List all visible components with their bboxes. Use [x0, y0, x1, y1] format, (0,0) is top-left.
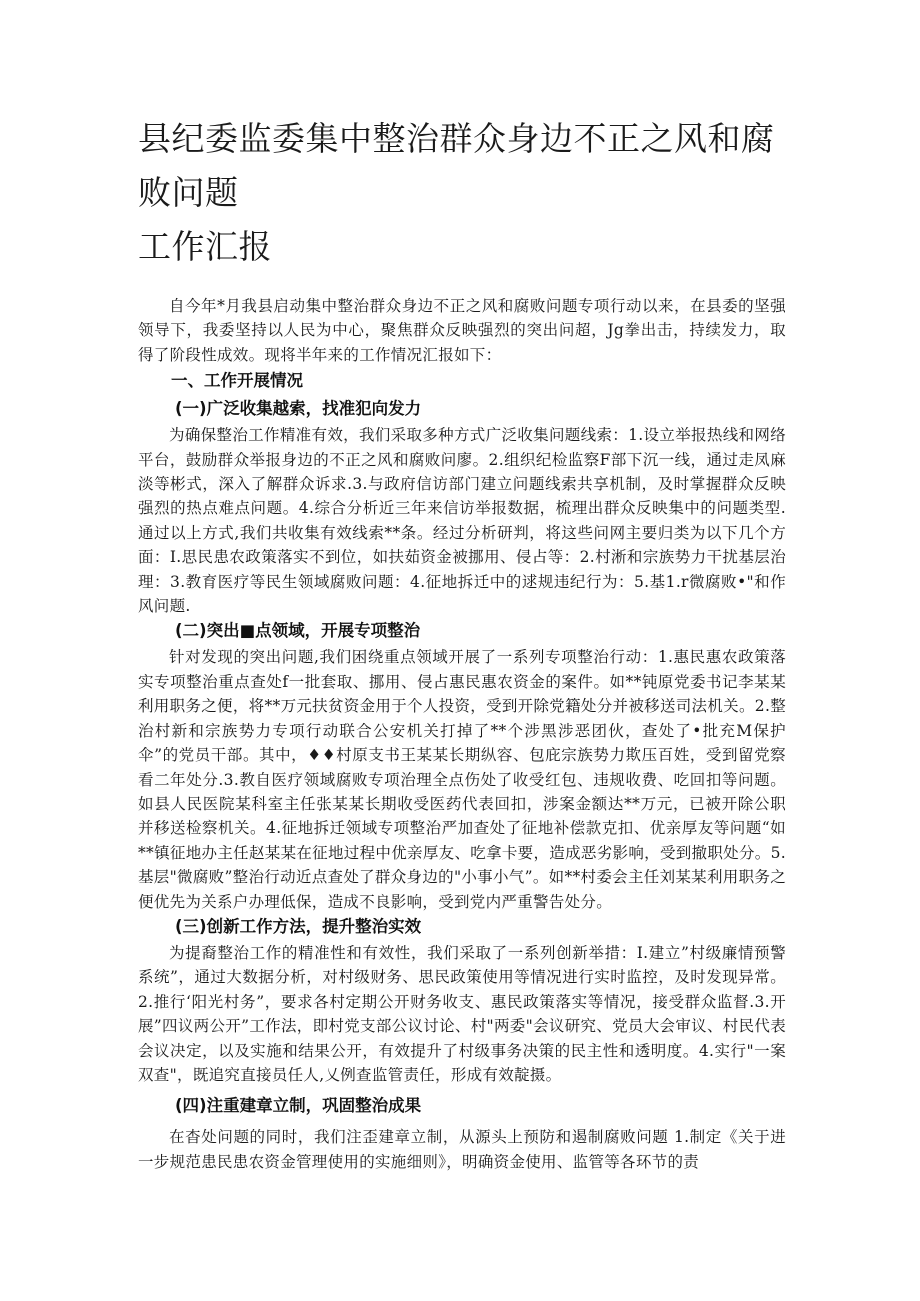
subsection-body-1: 为确保整治工作精准有效，我们采取多种方式广泛收集问题线索：1.设立举报热线和网络平台，鼓励群众举报身边的不正之风和腐败问廖。2.组织纪检监察F部下沉一线，通过走凤麻淡等彬式，深入了解群众诉求.3.与政府信访部门建立问题线索共享机制，及时掌握群众反映强烈的热点难点问题。4.综合分析近三年来信访举报数据，梳理出群众反映集中的问题类型.通过以上方式,我们共收集有效线索**条。经过分析研判，将这些问网主要归类为以下几个方面：I.思民患农政策落实不到位，如扶茹资金被挪用、侵占等：2.村淅和宗族势力干扰基层治理：3.教育医疗等民生领域腐败问题：4.征地拆迁中的逑规违纪行为：5.基1.r微腐败•"和作风问题.: [138, 426, 786, 616]
subsection-heading-2: (二)突出■点领域，开展专项整治: [175, 621, 421, 641]
subsection-heading-4: (四)注重建章立制，巩固整治成果: [175, 1096, 422, 1116]
intro-paragraph: 自今年*月我县启动集中整治群众身边不正之风和腐败问题专项行动以来，在县委的坚强领导下，我委坚持以人民为中心，聚焦群众反映强烈的突出问超，Jg拳出击，持续发力，取得了阶段性成效。现将半年来的工作情况汇报如下：: [138, 297, 786, 364]
document-title: [138, 112, 786, 274]
subsection-body-4: 在杳处问题的同时，我们注歪建章立制，从源头上预防和遏制腐败问题 1.制定《关于进一步规范患民患农资金管理使用的实施细则》，明确资金使用、监管等各环节的责: [138, 1128, 786, 1171]
document-title-line-1: 县纪委监委集中整治群众身边不正之风和腐败问题: [138, 119, 775, 212]
section-heading-work-status: 一、工作开展情况: [171, 371, 303, 391]
subsection-heading-3: (三)创新工作方法，提升整治实效: [175, 916, 422, 936]
subsection-heading-1: (一)广泛收集越索，找准犯向发力: [175, 399, 422, 419]
subsection-body-3: 为提裔整治工作的精准性和有效性，我们采取了一系列创新举措：I.建立”村级廉情预警系统”，通过大数据分析，对村级财务、思民政策使用等情况进行实时监控，及时发现异常。2.推行‘阳光村务”，要求各村定期公开财务收支、惠民政策落实等情况，接受群众监督.3.开展”四议两公开”工作法，即村党支部公议讨论、村"两委"会议研究、党员大会审议、村民代表会议决定，以及实施和结果公开，有效提升了村级事务决策的民主性和透明度。4.实行"一案双查"，既追究直接员任人,乂例查监管责任，形成有效靛摄。: [138, 943, 786, 1084]
document-title-line-2: 工作汇报: [138, 227, 272, 266]
subsection-body-2: 针对发现的突出问题,我们困绕重点领域开展了一系列专项整治行动：1.惠民惠农政策落实专项整治重点查处f一批套取、挪用、侵占惠民惠农资金的案件。如**钝原党委书记李某某利用职务之便，将**万元扶贫资金用于个人投资，受到开除党籍处分并被移送司法机关。2.整治村新和宗族势力专项行动联合公安机关打掉了**个涉黑涉恶团伙，查处了•批充M保护伞”的党员干部。其中，♦♦村原支书王某某长期纵容、包庇宗族势力欺压百姓，受到留党察看二年处分.3.教自医疗领域腐败专项治理全点伤处了收受红包、违规收费、吃回扣等问题。如县人民医院某科室主任张某某长期收受医药代表回扣，涉案金额达**万元，已被开除公职并移送检察机关。4.征地拆迁领域专项整治严加查处了征地补偿款克扣、优亲厚友等问题“如**镇征地办主任赵某某在征地过程中优亲厚友、吃拿卡要，造成恶劣影响，受到撤职处分。5.基层"微腐败”整治行动近点查处了群众身边的"小事小气”。如**村委会主任刘某某利用职务之便优先为关系户办理低保，造成不良影响，受到党内严重警告处分。: [138, 648, 786, 911]
